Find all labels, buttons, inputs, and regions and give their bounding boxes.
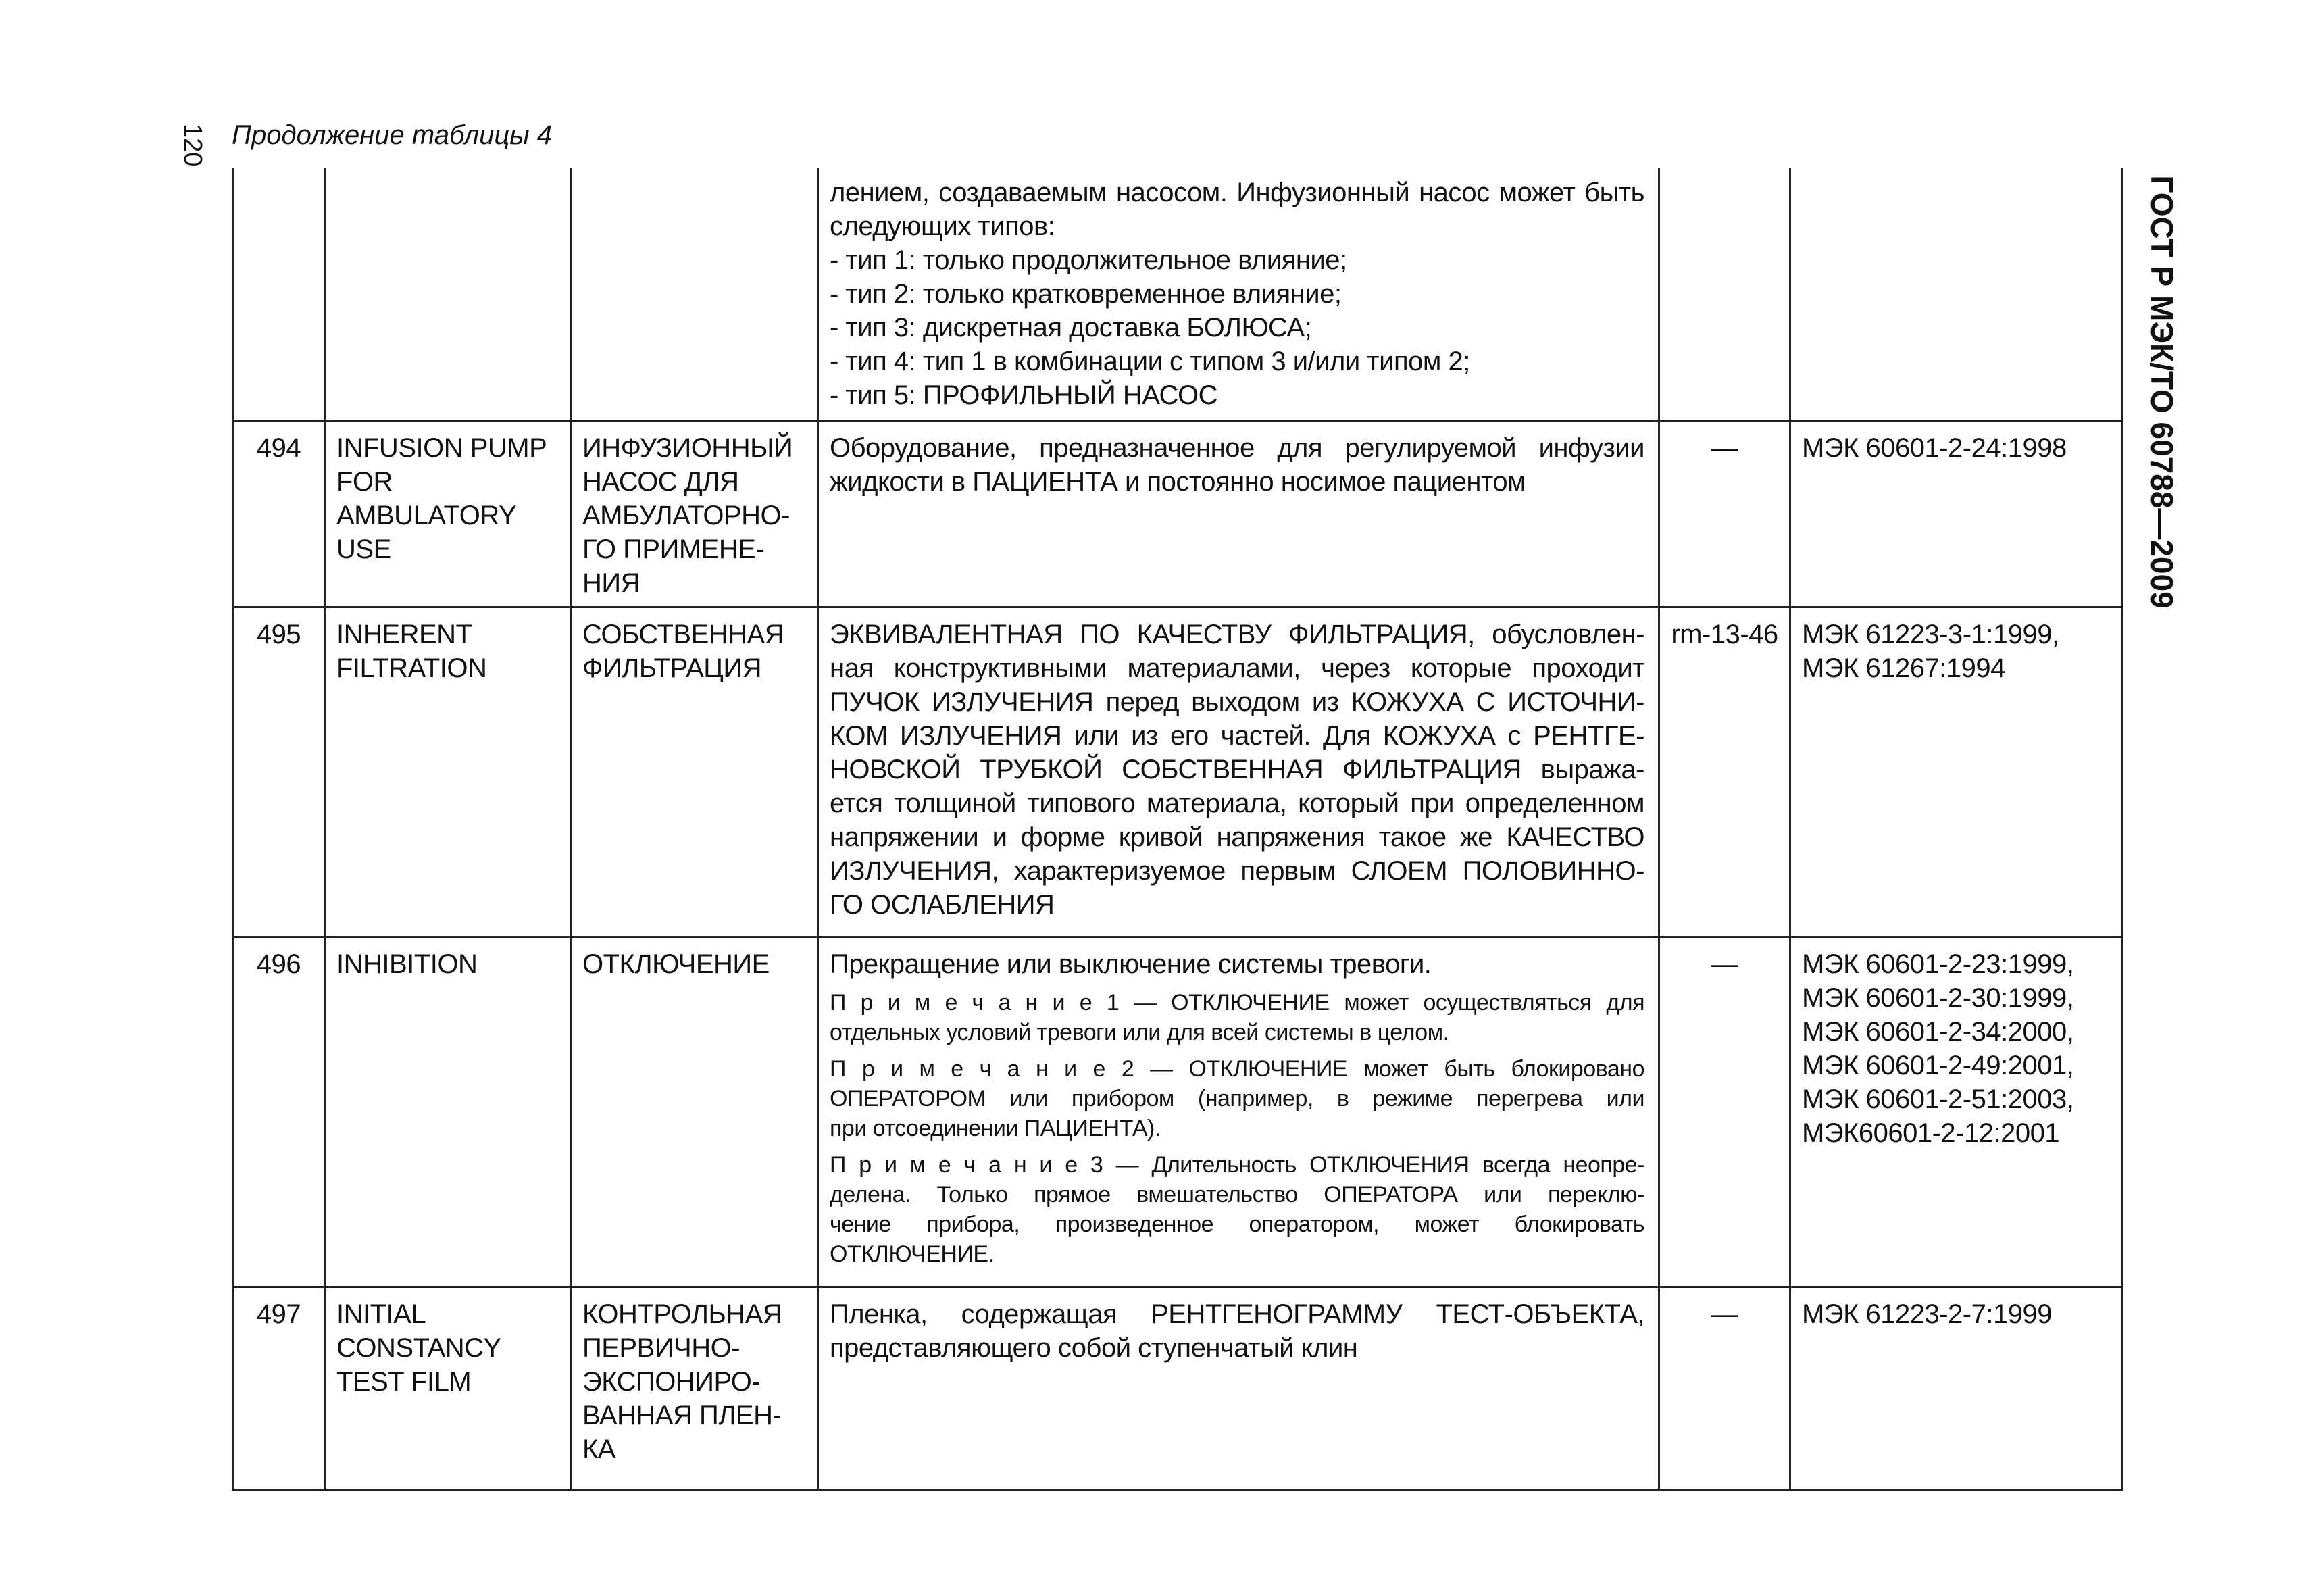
definition-cell bbox=[817, 1288, 1658, 1489]
source-line: МЭК 60601-2-23:1999, bbox=[1802, 949, 2074, 979]
term-en-line: USE bbox=[336, 534, 391, 564]
definition-line: следующих типов: bbox=[830, 211, 1055, 241]
term-ru-line: ОТКЛЮЧЕНИЕ bbox=[582, 949, 770, 979]
definition-line: Прекращение или выключение системы тревоги. bbox=[830, 949, 1432, 979]
term-en-line: TEST FILM bbox=[336, 1367, 472, 1397]
definition-line: ИЗЛУЧЕНИЯ, характеризуемое первым СЛОЕМ ПОЛОВИННО- bbox=[830, 856, 1644, 886]
definition-line: представляющего собой ступенчатый клин bbox=[830, 1333, 1358, 1363]
definition-line: КОМ ИЗЛУЧЕНИЯ или из его частей. Для КОЖУХА с РЕНТГЕ- bbox=[830, 721, 1644, 751]
page-number: 120 bbox=[178, 124, 207, 167]
definition-line: ПУЧОК ИЗЛУЧЕНИЯ перед выходом из КОЖУХА С ИСТОЧНИ- bbox=[830, 687, 1644, 717]
term-en-line: CONSTANCY bbox=[336, 1333, 501, 1363]
note-line: ОТКЛЮЧЕНИЕ. bbox=[830, 1241, 995, 1267]
table-row-continuation bbox=[234, 168, 2121, 422]
note-2 bbox=[830, 1054, 1644, 1143]
source-cell bbox=[1789, 1288, 2121, 1489]
term-ru-cell bbox=[570, 608, 817, 936]
code-cell: — bbox=[1658, 1288, 1789, 1489]
row-number: 497 bbox=[256, 1299, 301, 1329]
term-ru-line: КОНТРОЛЬНАЯ bbox=[582, 1299, 782, 1329]
term-ru-line: СОБСТВЕННАЯ bbox=[582, 620, 784, 649]
term-ru-line: ВАННАЯ ПЛЕН- bbox=[582, 1401, 782, 1430]
definition-cell bbox=[817, 608, 1658, 936]
source-line: МЭК 61223-2-7:1999 bbox=[1802, 1299, 2052, 1329]
definition-line: - тип 5: ПРОФИЛЬНЫЙ НАСОС bbox=[830, 380, 1218, 410]
term-en-cell bbox=[324, 608, 570, 936]
term-en-cell bbox=[324, 422, 570, 606]
row-number: 495 bbox=[256, 620, 301, 649]
note-line: делена. Только прямое вмешательство ОПЕРАТОРА или переклю- bbox=[830, 1182, 1644, 1207]
table-caption: Продолжение таблицы 4 bbox=[232, 120, 553, 150]
definition-line: НОВСКОЙ ТРУБКОЙ СОБСТВЕННАЯ ФИЛЬТРАЦИЯ выража- bbox=[830, 755, 1644, 784]
source-line: МЭК 61267:1994 bbox=[1802, 653, 2005, 683]
table-row bbox=[234, 422, 2121, 608]
code-cell: — bbox=[1658, 422, 1789, 606]
number-cell bbox=[234, 168, 324, 420]
source-cell bbox=[1789, 938, 2121, 1286]
source-line: МЭК60601-2-12:2001 bbox=[1802, 1118, 2060, 1148]
term-ru-line: КА bbox=[582, 1435, 615, 1464]
table-row bbox=[234, 608, 2121, 938]
note-line: П р и м е ч а н и е 2 — ОТКЛЮЧЕНИЕ может быть блокировано bbox=[830, 1056, 1644, 1082]
term-en-cell bbox=[324, 168, 570, 420]
term-en-cell bbox=[324, 1288, 570, 1489]
term-ru-line: НИЯ bbox=[582, 568, 640, 598]
definition-line: ЭКВИВАЛЕНТНАЯ ПО КАЧЕСТВУ ФИЛЬТРАЦИЯ, обусловлен- bbox=[830, 620, 1644, 649]
term-en-line: FILTRATION bbox=[336, 653, 487, 683]
term-ru-line: ГО ПРИМЕНЕ- bbox=[582, 534, 765, 564]
term-en-line: INITIAL bbox=[336, 1299, 426, 1329]
definition-line: - тип 1: только продолжительное влияние; bbox=[830, 245, 1347, 275]
term-ru-cell bbox=[570, 168, 817, 420]
note-line: при отсоединении ПАЦИЕНТА). bbox=[830, 1116, 1161, 1141]
note-line: чение прибора, произведенное оператором, может блокировать bbox=[830, 1212, 1644, 1237]
table-row bbox=[234, 938, 2121, 1288]
definition-line: Пленка, содержащая РЕНТГЕНОГРАММУ ТЕСТ-ОБЪЕКТА, bbox=[830, 1299, 1644, 1329]
note-line: отдельных условий тревоги или для всей системы в целом. bbox=[830, 1020, 1449, 1045]
definition-cell bbox=[817, 938, 1658, 1286]
definition-line: напряжении и форме кривой напряжения такое же КАЧЕСТВО bbox=[830, 822, 1644, 852]
term-ru-cell bbox=[570, 938, 817, 1286]
definition-line: - тип 4: тип 1 в комбинации с типом 3 и/или типом 2; bbox=[830, 347, 1470, 376]
term-ru-line: ИНФУЗИОННЫЙ bbox=[582, 433, 793, 463]
source-line: МЭК 60601-2-30:1999, bbox=[1802, 983, 2074, 1013]
row-number: 496 bbox=[256, 949, 301, 979]
note-line: П р и м е ч а н и е 1 — ОТКЛЮЧЕНИЕ может осуществляться для bbox=[830, 990, 1644, 1016]
definition-line: жидкости в ПАЦИЕНТА и постоянно носимое пациентом bbox=[830, 467, 1526, 497]
source-cell bbox=[1789, 422, 2121, 606]
source-cell bbox=[1789, 168, 2121, 420]
term-ru-line: ЭКСПОНИРО- bbox=[582, 1367, 761, 1397]
standard-id: ГОСТ Р МЭК/ТО 60788—2009 bbox=[2144, 175, 2180, 609]
term-en-line: INHERENT bbox=[336, 620, 472, 649]
definition-line: ГО ОСЛАБЛЕНИЯ bbox=[830, 890, 1055, 920]
term-ru-line: ПЕРВИЧНО- bbox=[582, 1333, 740, 1363]
term-en-line: AMBULATORY bbox=[336, 501, 517, 530]
code-cell: — bbox=[1658, 938, 1789, 1286]
definition-cell bbox=[817, 168, 1658, 420]
row-number: 494 bbox=[256, 433, 301, 463]
term-en-line: FOR bbox=[336, 467, 393, 497]
term-en-cell bbox=[324, 938, 570, 1286]
definition-line: ется толщиной типового материала, который при определенном bbox=[830, 789, 1644, 818]
source-line: МЭК 60601-2-24:1998 bbox=[1802, 433, 2067, 463]
term-ru-line: АМБУЛАТОРНО- bbox=[582, 501, 790, 530]
term-ru-cell bbox=[570, 1288, 817, 1489]
term-en-line: INHIBITION bbox=[336, 949, 478, 979]
definition-line: ная конструктивными материалами, через которые проходит bbox=[830, 653, 1644, 683]
definition-cell bbox=[817, 422, 1658, 606]
note-3 bbox=[830, 1150, 1644, 1269]
table-row bbox=[234, 1288, 2121, 1489]
term-ru-line: НАСОС ДЛЯ bbox=[582, 467, 739, 497]
source-line: МЭК 60601-2-51:2003, bbox=[1802, 1084, 2074, 1114]
term-ru-cell bbox=[570, 422, 817, 606]
source-line: МЭК 61223-3-1:1999, bbox=[1802, 620, 2059, 649]
terms-table bbox=[232, 168, 2123, 1491]
code-cell: rm-13-46 bbox=[1658, 608, 1789, 936]
term-en-line: INFUSION PUMP bbox=[336, 433, 547, 463]
definition-line: Оборудование, предназначенное для регулируемой инфузии bbox=[830, 433, 1644, 463]
note-line: П р и м е ч а н и е 3 — Длительность ОТКЛЮЧЕНИЯ всегда неопре- bbox=[830, 1152, 1644, 1178]
definition-line: лением, создаваемым насосом. Инфузионный насос может быть bbox=[830, 178, 1644, 207]
code-cell bbox=[1658, 168, 1789, 420]
source-line: МЭК 60601-2-34:2000, bbox=[1802, 1017, 2074, 1047]
note-1 bbox=[830, 988, 1644, 1047]
source-cell bbox=[1789, 608, 2121, 936]
note-line: ОПЕРАТОРОМ или прибором (например, в режиме перегрева или bbox=[830, 1086, 1644, 1112]
definition-line: - тип 3: дискретная доставка БОЛЮСА; bbox=[830, 313, 1312, 343]
source-line: МЭК 60601-2-49:2001, bbox=[1802, 1051, 2074, 1080]
definition-line: - тип 2: только кратковременное влияние; bbox=[830, 279, 1342, 309]
term-ru-line: ФИЛЬТРАЦИЯ bbox=[582, 653, 761, 683]
